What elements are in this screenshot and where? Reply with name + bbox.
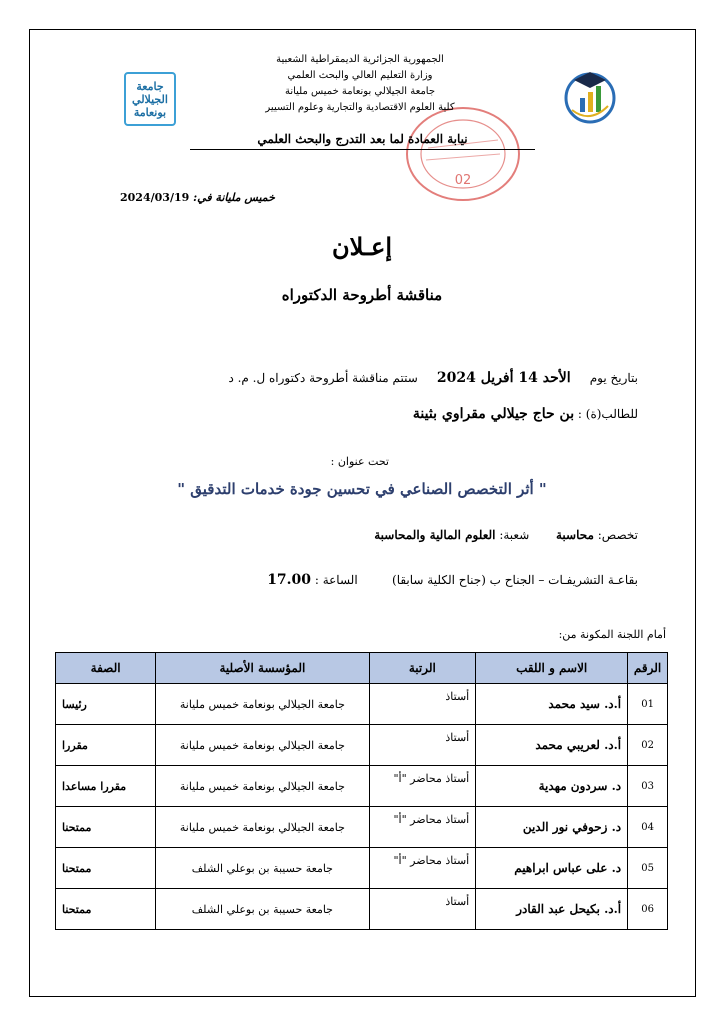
header-line-faculty: كلية العلوم الاقتصادية والتجارية وعلوم التسيير bbox=[265, 102, 455, 113]
specialty-value: محاسبة bbox=[555, 528, 594, 542]
member-role: ممتحنا bbox=[56, 848, 156, 889]
date-suffix: ستتم مناقشة أطروحة دكتوراه ل. م. د bbox=[228, 371, 418, 385]
title-intro: تحت عنوان : bbox=[330, 455, 389, 468]
member-rank: أستاذ bbox=[369, 684, 476, 725]
date-value: 2024/03/19 bbox=[120, 191, 190, 204]
student-prefix: للطالب(ة) : bbox=[577, 407, 638, 421]
university-logo-left-text: جامعة الجيلالي بونعامة bbox=[132, 79, 168, 119]
thesis-title: " أثر التخصص الصناعي في تحسين جودة خدمات التدقيق " bbox=[177, 480, 547, 498]
col-institution: المؤسسة الأصلية bbox=[156, 653, 369, 684]
jury-table bbox=[55, 652, 668, 930]
page-subtitle: مناقشة أطروحة الدكتوراه bbox=[281, 286, 443, 304]
header-line-university: جامعة الجيلالي بونعامة خميس مليانة bbox=[284, 86, 436, 97]
member-name: د. سردون مهدية bbox=[476, 766, 628, 807]
member-name: أ.د. سيد محمد bbox=[476, 684, 628, 725]
official-stamp bbox=[404, 104, 522, 204]
row-number: 06 bbox=[628, 889, 668, 930]
header-line-ministry: وزارة التعليم العالي والبحث العلمي bbox=[287, 70, 433, 81]
table-row bbox=[56, 766, 668, 807]
member-rank: أستاذ bbox=[369, 889, 476, 930]
header-line-republic: الجمهورية الجزائرية الديمقراطية الشعبية bbox=[276, 54, 444, 65]
branch-label: شعبة: bbox=[499, 528, 530, 542]
date-label: خميس مليانة في: bbox=[193, 191, 275, 204]
member-role: ممتحنا bbox=[56, 807, 156, 848]
member-name: أ.د. بكيحل عبد القادر bbox=[476, 889, 628, 930]
member-name: د. على عباس ابراهيم bbox=[476, 848, 628, 889]
row-number: 05 bbox=[628, 848, 668, 889]
member-institution: جامعة حسيبة بن بوعلي الشلف bbox=[156, 848, 369, 889]
specialty-label: تخصص: bbox=[597, 528, 638, 542]
date-prefix: بتاريخ يوم bbox=[589, 371, 638, 385]
member-name: د. زحوفي نور الدين bbox=[476, 807, 628, 848]
member-role: مقررا bbox=[56, 725, 156, 766]
venue-line bbox=[267, 572, 638, 588]
header-block bbox=[220, 52, 500, 116]
table-row bbox=[56, 848, 668, 889]
announcement-date-line bbox=[228, 370, 638, 386]
faculty-office-title: نيابة العمادة لما بعد التدرج والبحث العلمي bbox=[190, 132, 535, 150]
row-number: 02 bbox=[628, 725, 668, 766]
committee-intro: أمام اللجنة المكونة من: bbox=[558, 628, 666, 641]
venue: بقاعـة التشريفـات – الجناح ب (جناح الكلية سابقا) bbox=[392, 573, 638, 587]
member-rank: أستاذ محاضر "أ" bbox=[369, 807, 476, 848]
student-line bbox=[413, 406, 638, 422]
document-date bbox=[120, 191, 290, 204]
member-institution: جامعة الجيلالي بونعامة خميس مليانة bbox=[156, 766, 369, 807]
student-name: بن حاج جيلالي مقراوي بثينة bbox=[412, 406, 575, 422]
member-institution: جامعة الجيلالي بونعامة خميس مليانة bbox=[156, 725, 369, 766]
university-logo-left bbox=[124, 72, 176, 126]
col-name: الاسم و اللقب bbox=[476, 653, 628, 684]
page-title: إعـلان bbox=[332, 232, 392, 261]
row-number: 01 bbox=[628, 684, 668, 725]
row-number: 04 bbox=[628, 807, 668, 848]
faculty-logo-right bbox=[560, 66, 620, 128]
member-rank: أستاذ محاضر "أ" bbox=[369, 766, 476, 807]
time-label: الساعة : bbox=[314, 573, 358, 587]
specialty-line bbox=[374, 528, 638, 542]
col-number: الرقم bbox=[628, 653, 668, 684]
col-role: الصفة bbox=[56, 653, 156, 684]
time-value: 17.00 bbox=[267, 572, 312, 588]
table-row bbox=[56, 725, 668, 766]
col-rank: الرتبة bbox=[369, 653, 476, 684]
stamp-number: 02 bbox=[454, 173, 472, 188]
table-row bbox=[56, 807, 668, 848]
table-row bbox=[56, 684, 668, 725]
row-number: 03 bbox=[628, 766, 668, 807]
member-institution: جامعة حسيبة بن بوعلي الشلف bbox=[156, 889, 369, 930]
member-role: رئيسا bbox=[56, 684, 156, 725]
table-row bbox=[56, 889, 668, 930]
member-rank: أستاذ bbox=[369, 725, 476, 766]
member-rank: أستاذ محاضر "أ" bbox=[369, 848, 476, 889]
member-institution: جامعة الجيلالي بونعامة خميس مليانة bbox=[156, 807, 369, 848]
member-name: أ.د. لعريبي محمد bbox=[476, 725, 628, 766]
jury-table-header bbox=[56, 653, 668, 684]
member-role: مقررا مساعدا bbox=[56, 766, 156, 807]
member-institution: جامعة الجيلالي بونعامة خميس مليانة bbox=[156, 684, 369, 725]
member-role: ممتحنا bbox=[56, 889, 156, 930]
branch-value: العلوم المالية والمحاسبة bbox=[374, 528, 496, 542]
defense-date: الأحد 14 أفريل 2024 bbox=[436, 370, 571, 386]
